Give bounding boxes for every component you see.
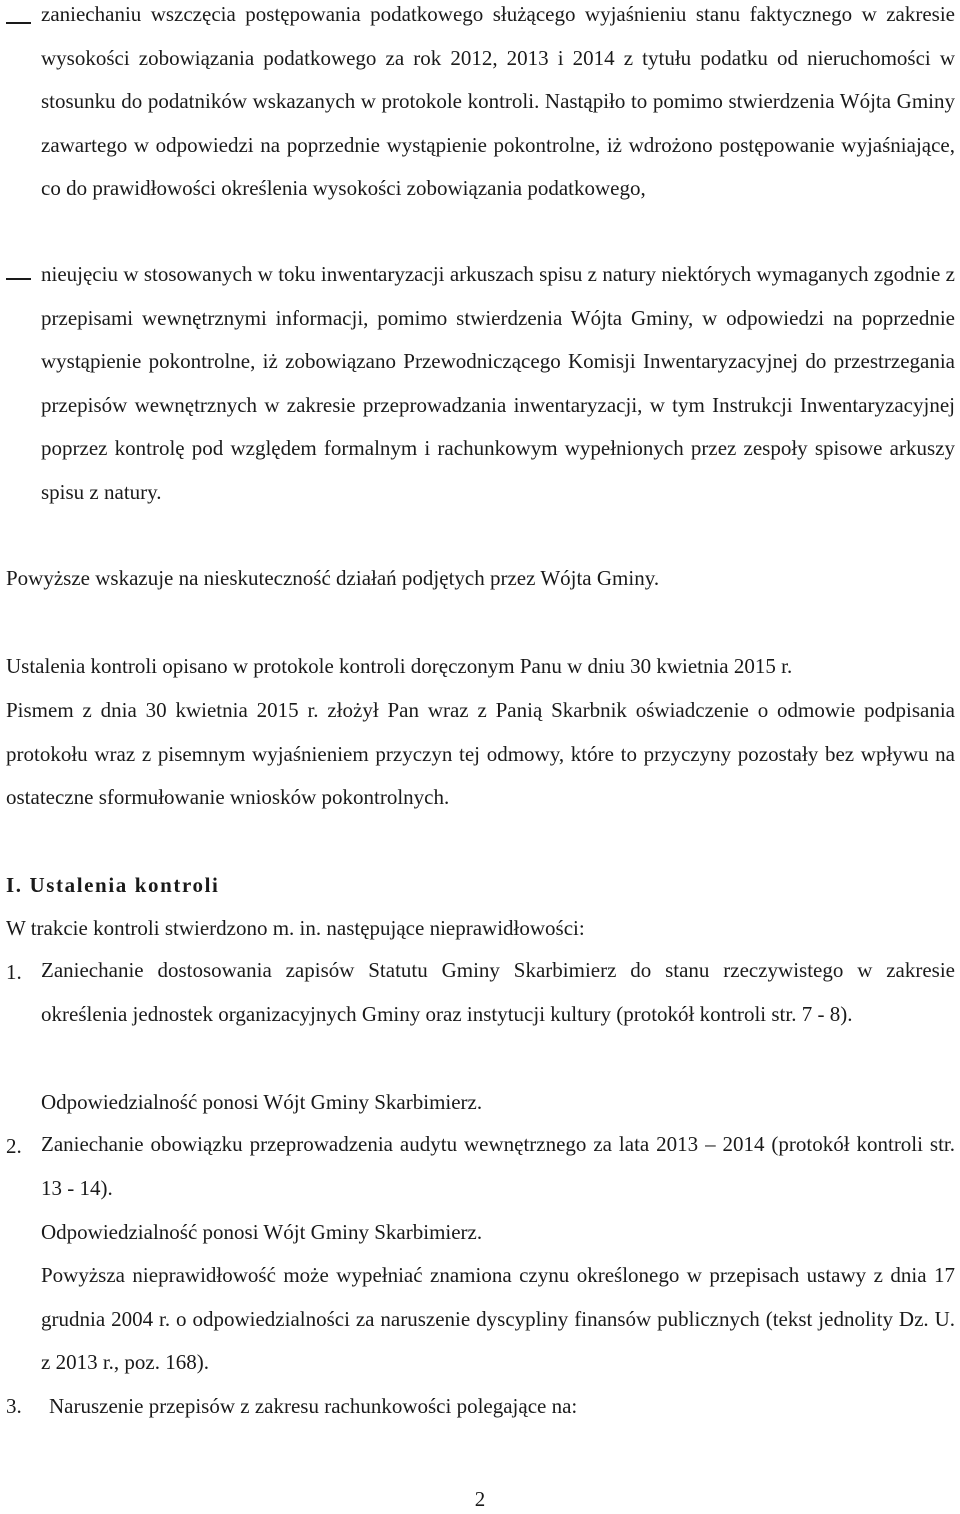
dash-bullet-marker — [6, 0, 32, 43]
bullet-paragraph: zaniechaniu wszczęcia postępowania podatkowego służącego wyjaśnieniu stanu faktycznego w zakresie wysokości zobowiązania podatkowego za rok 2012, 2013 i 2014 z tytułu podatku od nieruchomości w stosunku do podatników wskazanych w protokole kontroli. Nastąpiło to pomimo stwierdzenia Wójta Gminy zawartego w odpowiedzi na poprzednie wystąpienie pokontrolne, iż wdrożono postępowanie wyjaśniające, co do prawidłowości określenia wysokości zobowiązania podatkowego, — [41, 2, 955, 201]
finding-note: Powyższa nieprawidłowość może wypełniać znamiona czynu określonego w przepisach ustawy z dnia 17 grudnia 2004 r. o odpowiedzialności za naruszenie dyscypliny finansów publicznych (tekst jednolity Dz. U. z 2013 r., poz. 168). — [41, 1263, 955, 1375]
conclusion-text: Powyższe wskazuje na nieskuteczność działań podjętych przez Wójta Gminy. — [6, 566, 660, 590]
section-intro: W trakcie kontroli stwierdzono m. in. następujące nieprawidłowości: — [6, 916, 585, 940]
bullet-paragraph: nieujęciu w stosowanych w toku inwentaryzacji arkuszach spisu z natury niektórych wymaganych zgodnie z przepisami wewnętrznymi informacji, pomimo stwierdzenia Wójta Gminy, w odpowiedzi na poprzednie wystąpienie pokontrolne, iż zobowiązano Przewodniczącego Komisji Inwentaryzacyjnej do przestrzegania przepisów wewnętrznych w zakresie przeprowadzania inwentaryzacji, w tym Instrukcji Inwentaryzacyjnej poprzez kontrolę pod względem formalnym i rachunkowym wypełnionych przez zespoły spisowe arkuszy spisu z natury. — [41, 262, 955, 504]
finding-number: 1. — [6, 960, 22, 984]
finding-responsibility: Odpowiedzialność ponosi Wójt Gminy Skarbimierz. — [41, 1090, 483, 1114]
delivery-text: Ustalenia kontroli opisano w protokole kontroli doręczonym Panu w dniu 30 kwietnia 2015 r. — [6, 654, 793, 678]
finding-text: Zaniechanie dostosowania zapisów Statutu Gminy Skarbimierz do stanu rzeczywistego w zakresie określenia jednostek organizacyjnych Gminy oraz instytucji kultury (protokół kontroli str. 7 - 8). — [41, 958, 955, 1026]
finding-number: 3. — [6, 1394, 22, 1418]
section-heading: I. Ustalenia kontroli — [6, 873, 220, 897]
refusal-paragraph: Pismem z dnia 30 kwietnia 2015 r. złożył Pan wraz z Panią Skarbnik oświadczenie o odmowie podpisania protokołu wraz z pisemnym wyjaśnieniem przyczyn tej odmowy, które to przyczyny pozostały bez wpływu na ostateczne sformułowanie wniosków pokontrolnych. — [6, 698, 955, 810]
dash-bullet-marker — [6, 256, 32, 299]
page-number: 2 — [474, 1487, 486, 1511]
finding-text: Zaniechanie obowiązku przeprowadzenia audytu wewnętrznego za lata 2013 – 2014 (protokół kontroli str. 13 - 14). — [41, 1132, 955, 1200]
finding-responsibility: Odpowiedzialność ponosi Wójt Gminy Skarbimierz. — [41, 1220, 483, 1244]
finding-number: 2. — [6, 1134, 22, 1158]
finding-text: Naruszenie przepisów z zakresu rachunkowości polegające na: — [49, 1394, 578, 1418]
